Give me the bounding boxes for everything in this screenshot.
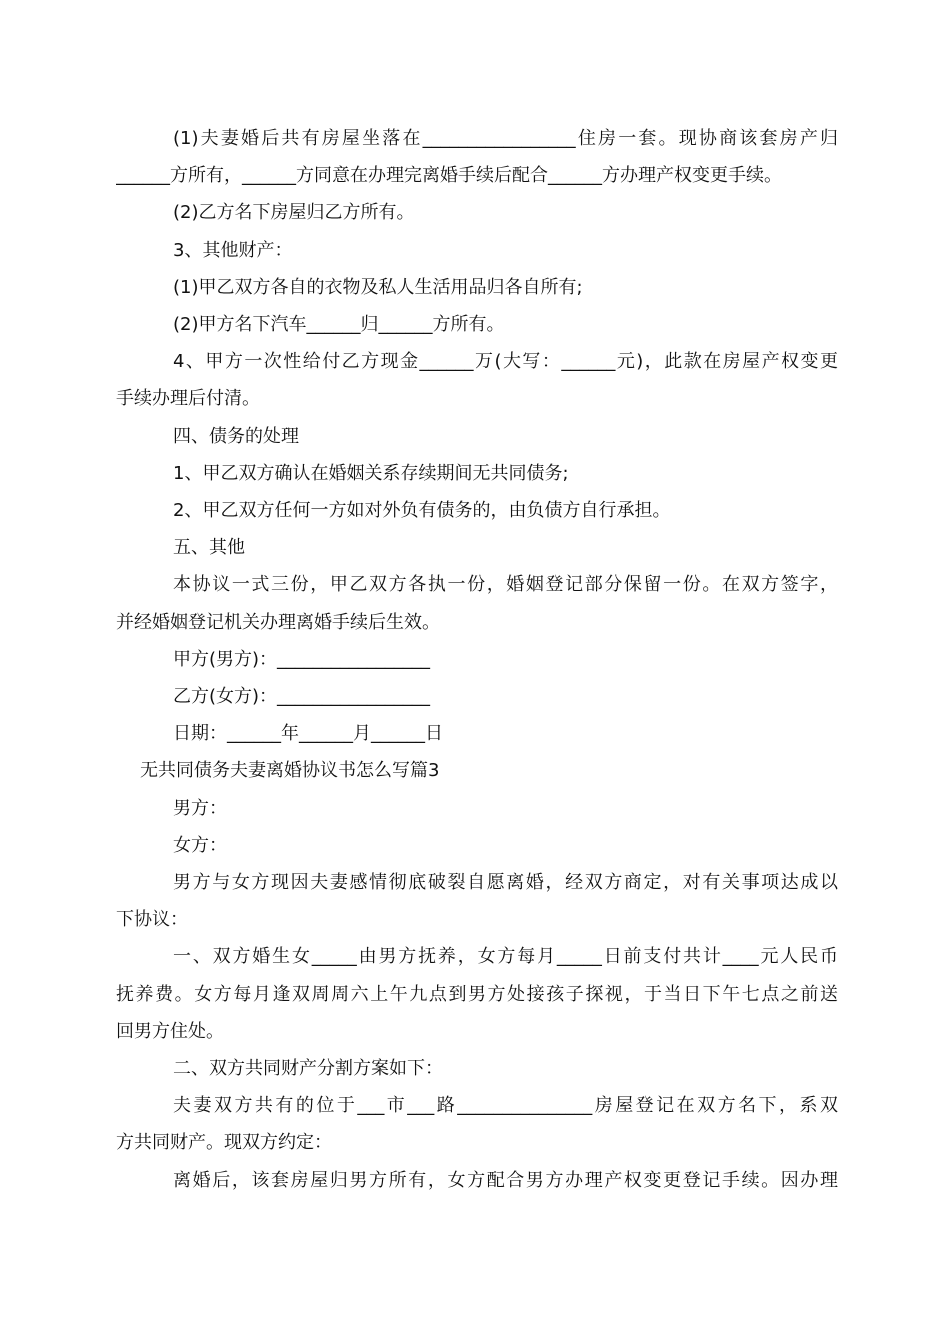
text-line: 夫妻双方共有的位于___市___路_______________房屋登记在双方名下，系双 xyxy=(173,1095,838,1117)
text-line: (2)乙方名下房屋归乙方所有。 xyxy=(173,202,415,224)
text-line: 离婚后，该套房屋归男方所有，女方配合男方办理产权变更登记手续。因办理 xyxy=(173,1169,838,1191)
date-line: 日期：______年______月______日 xyxy=(173,723,443,745)
section-heading: 四、债务的处理 xyxy=(173,425,299,447)
text-line: (1)甲乙双方各自的衣物及私人生活用品归各自所有; xyxy=(173,276,583,298)
text-line: (1)夫妻婚后共有房屋坐落在_________________住房一套。现协商该套房产归 xyxy=(173,128,838,149)
text-line: 本协议一式三份，甲乙双方各执一份，婚姻登记部分保留一份。在双方签字， xyxy=(173,574,838,596)
section-heading: 二、双方共同财产分割方案如下： xyxy=(173,1058,443,1080)
text-line: 2、甲乙双方任何一方如对外负有债务的，由负债方自行承担。 xyxy=(173,500,671,522)
text-line: 男方与女方现因夫妻感情彻底破裂自愿离婚，经双方商定，对有关事项达成以 xyxy=(173,872,838,894)
section-heading: 五、其他 xyxy=(173,537,245,559)
text-line: ______方所有，______方同意在办理完离婚手续后配合______方办理产权变更手续。 xyxy=(116,165,782,187)
signature-line-party-b: 乙方(女方)：_________________ xyxy=(173,686,431,708)
text-line: 回男方住处。 xyxy=(116,1020,224,1042)
text-line: 并经婚姻登记机关办理离婚手续后生效。 xyxy=(116,611,440,633)
text-line: 手续办理后付清。 xyxy=(116,388,260,410)
text-line: 女方： xyxy=(173,834,227,856)
text-line: 抚养费。女方每月逢双周周六上午九点到男方处接孩子探视，于当日下午七点之前送 xyxy=(116,983,838,1005)
section-heading: 3、其他财产： xyxy=(173,239,293,261)
text-line: 男方： xyxy=(173,797,227,819)
text-line: 方共同财产。现双方约定： xyxy=(116,1132,332,1154)
text-line: (2)甲方名下汽车______归______方所有。 xyxy=(173,314,505,336)
text-line: 下协议： xyxy=(116,909,188,931)
article-title: 无共同债务夫妻离婚协议书怎么写篇3 xyxy=(140,760,440,782)
signature-line-party-a: 甲方(男方)：_________________ xyxy=(173,648,431,670)
text-line: 1、甲乙双方确认在婚姻关系存续期间无共同债务; xyxy=(173,462,569,484)
text-line: 4、甲方一次性给付乙方现金______万(大写：______元)，此款在房屋产权变更 xyxy=(173,351,838,373)
text-line: 一、双方婚生女_____由男方抚养，女方每月_____日前支付共计____元人民币 xyxy=(173,946,838,968)
